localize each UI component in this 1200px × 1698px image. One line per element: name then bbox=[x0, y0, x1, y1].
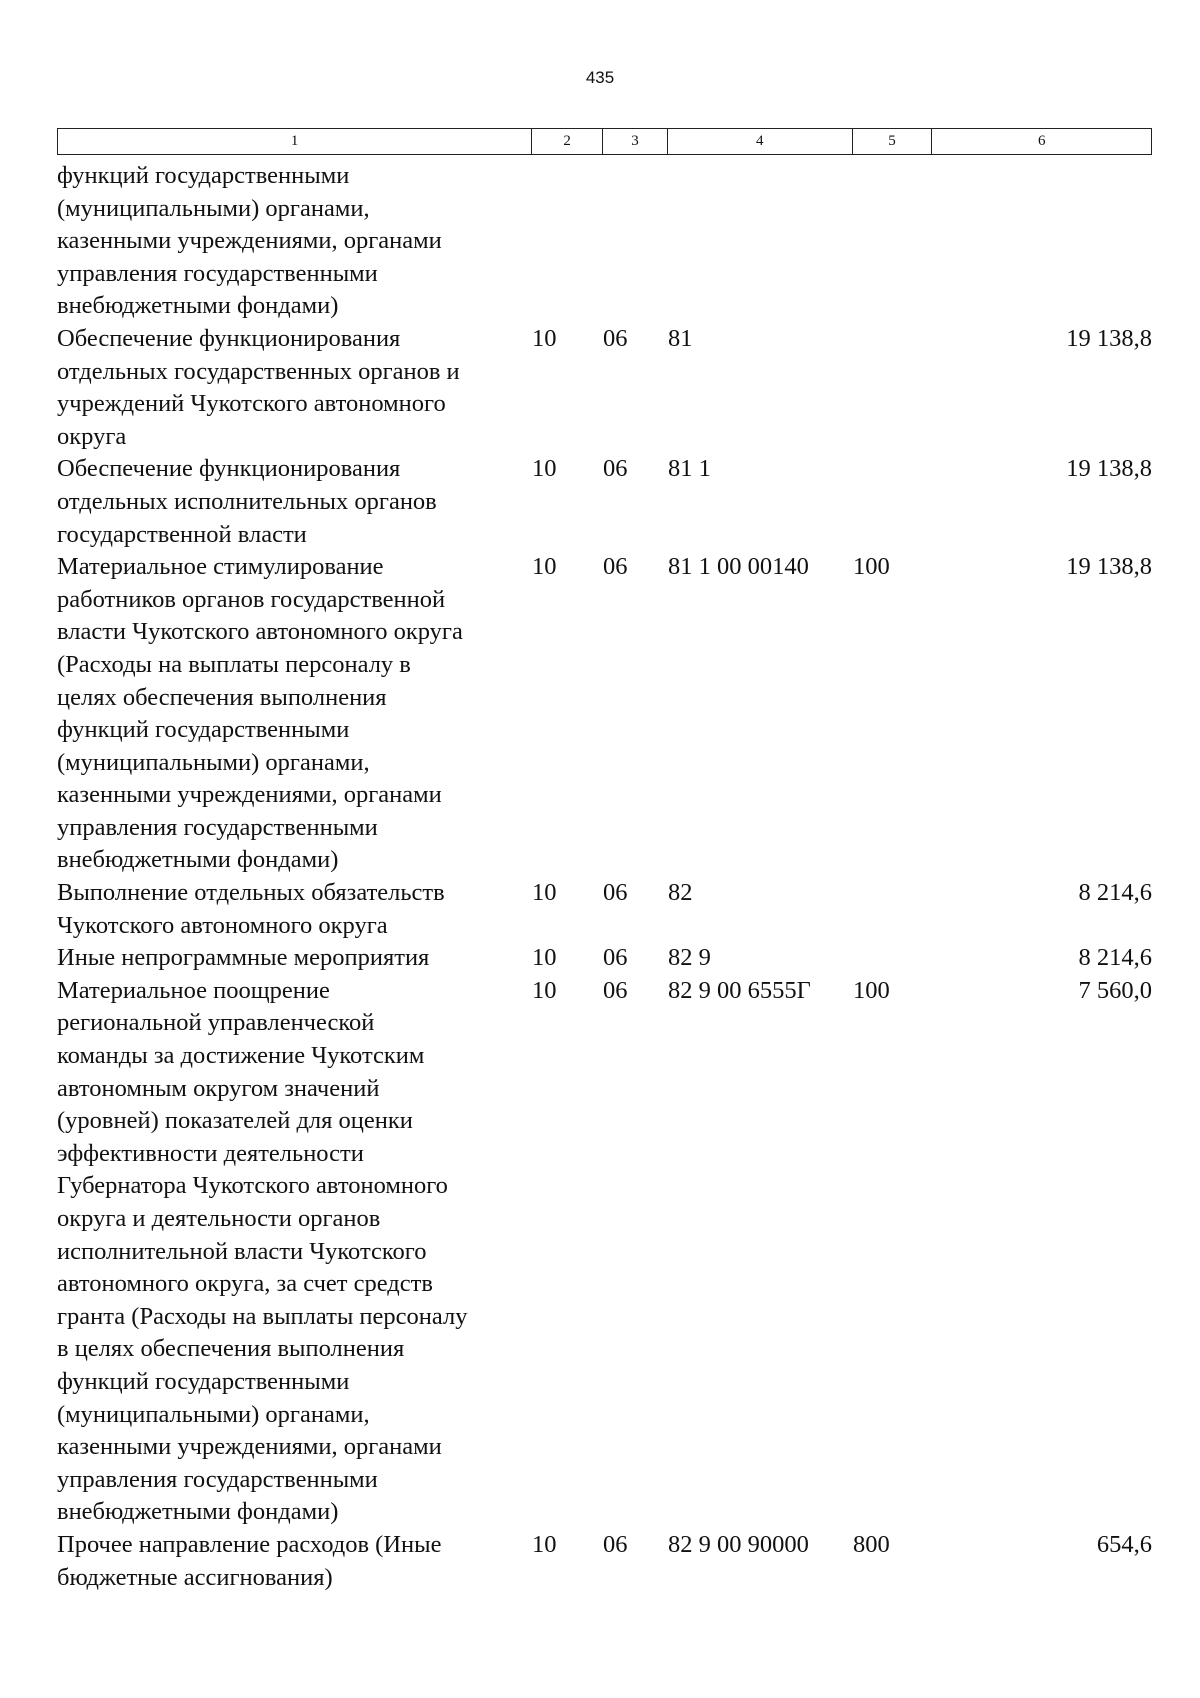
table-row bbox=[57, 1529, 1152, 1594]
row-amount bbox=[933, 160, 1152, 323]
row-name: Обеспечение функционирования отдельных государственных органов и учреждений Чукотского автономного округа bbox=[57, 324, 460, 450]
row-target-article: 81 bbox=[668, 324, 693, 352]
row-expense-type bbox=[853, 323, 933, 453]
table-row bbox=[57, 551, 1152, 877]
row-amount: 8 214,6 bbox=[1078, 944, 1152, 972]
row-section: 10 bbox=[532, 944, 557, 972]
header-col-3: 3 bbox=[603, 129, 668, 154]
header-col-5: 5 bbox=[853, 129, 933, 154]
row-expense-type bbox=[853, 877, 933, 942]
row-subsection: 06 bbox=[603, 976, 628, 1004]
row-subsection: 06 bbox=[603, 1530, 628, 1558]
row-target-article: 82 9 00 90000 bbox=[668, 1530, 809, 1558]
row-amount: 8 214,6 bbox=[1078, 879, 1152, 907]
header-col-2: 2 bbox=[532, 129, 603, 154]
row-target-article: 82 9 bbox=[668, 944, 711, 972]
row-name: Выполнение отдельных обязательств Чукотского автономного округа bbox=[57, 879, 445, 939]
row-section: 10 bbox=[532, 976, 557, 1004]
header-col-1: 1 bbox=[58, 129, 532, 154]
row-section: 10 bbox=[532, 1530, 557, 1558]
row-section: 10 bbox=[532, 324, 557, 352]
row-name: Материальное поощрение региональной управленческой команды за достижение Чукотским автономным округом значений (уровней) показателей для оценки эффективности деятельности Губернатора Чукотского автономного округа и деятельности органов исполнительной власти Чукотского автономного округа, за счет средств гранта (Расходы на выплаты персоналу в целях обеспечения выполнения функций государственными (муниципальными) органами, казенными учреждениями, органами управления государственными внебюджетными фондами) bbox=[57, 976, 468, 1526]
row-expense-type bbox=[853, 453, 933, 551]
row-subsection: 06 bbox=[603, 553, 628, 581]
row-subsection: 06 bbox=[603, 879, 628, 907]
row-name: Обеспечение функционирования отдельных исполнительных органов государственной власти bbox=[57, 455, 437, 548]
row-subsection: 06 bbox=[603, 944, 628, 972]
row-amount: 19 138,8 bbox=[1066, 324, 1152, 352]
row-amount: 19 138,8 bbox=[1066, 455, 1152, 483]
row-section: 10 bbox=[532, 455, 557, 483]
row-amount: 19 138,8 bbox=[1066, 553, 1152, 581]
row-section: 10 bbox=[532, 553, 557, 581]
table-row bbox=[57, 942, 1152, 975]
row-target-article bbox=[668, 160, 853, 323]
row-name: Материальное стимулирование работников органов государственной власти Чукотского автономного округа (Расходы на выплаты персоналу в целях обеспечения выполнения функций государственными (муниципальными) органами, казенными учреждениями, органами управления государственными внебюджетными фондами) bbox=[57, 553, 463, 874]
row-expense-type: 100 bbox=[853, 553, 890, 581]
row-subsection: 06 bbox=[603, 455, 628, 483]
row-expense-type bbox=[853, 160, 933, 323]
row-amount: 654,6 bbox=[1096, 1530, 1152, 1558]
table-row bbox=[57, 975, 1152, 1529]
table-row bbox=[57, 453, 1152, 551]
row-target-article: 82 bbox=[668, 879, 693, 907]
table-header bbox=[57, 128, 1152, 155]
row-subsection: 06 bbox=[603, 324, 628, 352]
table-body bbox=[57, 160, 1152, 1594]
row-expense-type bbox=[853, 942, 933, 975]
row-target-article: 81 1 bbox=[668, 455, 711, 483]
row-section: 10 bbox=[532, 879, 557, 907]
row-name: Иные непрограммные мероприятия bbox=[57, 944, 430, 972]
row-name: Прочее направление расходов (Иные бюджетные ассигнования) bbox=[57, 1530, 442, 1591]
row-expense-type: 100 bbox=[853, 976, 890, 1004]
row-target-article: 81 1 00 00140 bbox=[668, 553, 809, 581]
table-row bbox=[57, 160, 1152, 323]
page-number: 435 bbox=[585, 68, 615, 87]
row-name: функций государственными (муниципальными) органами, казенными учреждениями, органами управления государственными внебюджетными фондами) bbox=[57, 162, 442, 320]
row-section bbox=[532, 160, 603, 323]
table-row bbox=[57, 323, 1152, 453]
row-amount: 7 560,0 bbox=[1078, 976, 1152, 1004]
table-row bbox=[57, 877, 1152, 942]
row-expense-type: 800 bbox=[853, 1530, 890, 1558]
row-target-article: 82 9 00 6555Г bbox=[668, 976, 811, 1004]
header-col-6: 6 bbox=[1037, 133, 1046, 149]
header-col-4: 4 bbox=[668, 129, 853, 154]
row-subsection bbox=[603, 160, 668, 323]
